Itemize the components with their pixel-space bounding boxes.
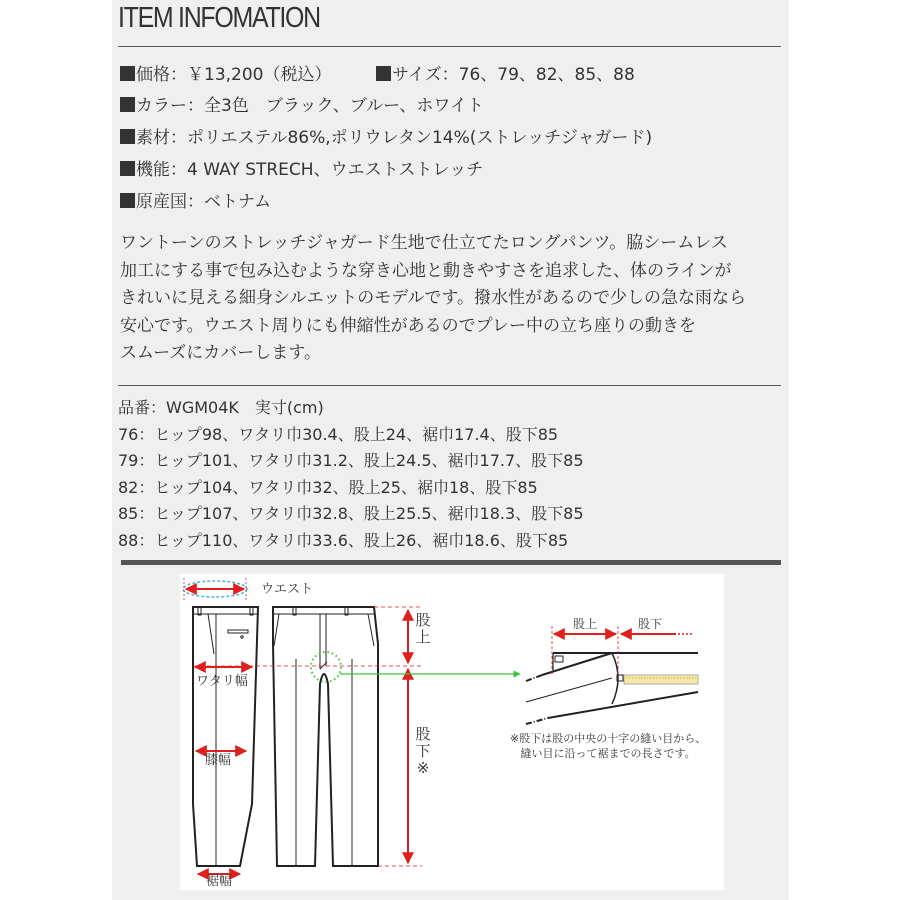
product-description [120, 230, 785, 368]
spec-origin-label: 原産国： [136, 192, 204, 212]
size-diagram [180, 574, 724, 890]
measurement-row: 82：ヒップ104、ワタリ巾32、股上25、裾巾18、股下85 [118, 477, 538, 497]
measurements-list [118, 395, 584, 555]
description-divider [118, 385, 781, 386]
measurement-row: 76：ヒップ98、ワタリ巾30.4、股上24、裾巾17.4、股下85 [118, 424, 559, 444]
spec-function [120, 155, 483, 180]
label-inseam-vertical: 股 下 ※ [415, 725, 431, 777]
title-divider [118, 46, 781, 47]
label-waist: ウエスト [261, 582, 314, 597]
label-rise-vertical: 股 上 [415, 611, 431, 646]
spec-price-label: 価格： [136, 65, 187, 85]
bullet-square-icon [120, 161, 135, 176]
bullet-square-icon [120, 129, 135, 144]
spec-size-label: サイズ： [392, 65, 459, 85]
description-line: 加工にする事で包み込むような穿き心地と動きやすさを追求した、体のラインが [120, 260, 732, 281]
spec-price-value: ￥13,200（税込） [187, 65, 332, 85]
spec-function-label: 機能： [136, 160, 187, 180]
label-detail-inseam: 股下 [638, 617, 663, 631]
label-knee-width: 膝幅 [205, 753, 232, 768]
section-title: ITEM INFOMATION [118, 2, 320, 34]
bullet-square-icon [120, 193, 135, 208]
measurements-divider [121, 560, 781, 565]
measurements-header: 品番：WGM04K 実寸(cm) [118, 398, 324, 417]
spec-color-label: カラー： [136, 96, 204, 116]
spec-material [120, 123, 652, 148]
spec-size-value: 76、79、82、85、88 [458, 65, 635, 85]
spec-origin [120, 187, 271, 212]
label-thigh-width: ワタリ幅 [196, 674, 248, 689]
label-detail-rise: 股上 [573, 617, 598, 631]
measurement-row: 85：ヒップ107、ワタリ巾32.8、股上25.5、裾巾18.3、股下85 [118, 504, 584, 524]
spec-origin-value: ベトナム [204, 192, 272, 212]
inseam-note: ※股下は股の中央の十字の縫い目から、 縫い目に沿って裾までの長さです。 [510, 732, 707, 760]
spec-material-value: ポリエステル86%,ポリウレタン14%(ストレッチジャガード) [187, 128, 653, 148]
measurement-row: 88：ヒップ110、ワタリ巾33.6、股上26、裾巾18.6、股下85 [118, 530, 569, 550]
measurement-row: 79：ヒップ101、ワタリ巾31.2、股上24.5、裾巾17.7、股下85 [118, 451, 584, 471]
bullet-square-icon [120, 97, 135, 112]
spec-price [120, 60, 331, 85]
spec-size [376, 60, 635, 85]
spec-material-label: 素材： [136, 128, 187, 148]
description-line: きれいに見える細身シルエットのモデルです。撥水性があるので少しの急な雨なら [120, 288, 747, 308]
spec-function-value: 4 WAY STRECH、ウエストストレッチ [187, 160, 484, 180]
label-hem-width: 裾幅 [206, 874, 233, 889]
bullet-square-icon [376, 66, 391, 81]
description-line: スムーズにカバーします。 [120, 343, 321, 363]
bullet-square-icon [120, 66, 135, 81]
spec-color-value: 全3色 ブラック、ブルー、ホワイト [204, 96, 484, 116]
description-line: ワントーンのストレッチジャガード生地で仕立てたロングパンツ。脇シームレス [120, 233, 728, 253]
description-line: 安心です。ウエスト周りにも伸縮性があるのでプレー中の立ち座りの動きを [120, 315, 696, 336]
spec-color [120, 91, 484, 116]
